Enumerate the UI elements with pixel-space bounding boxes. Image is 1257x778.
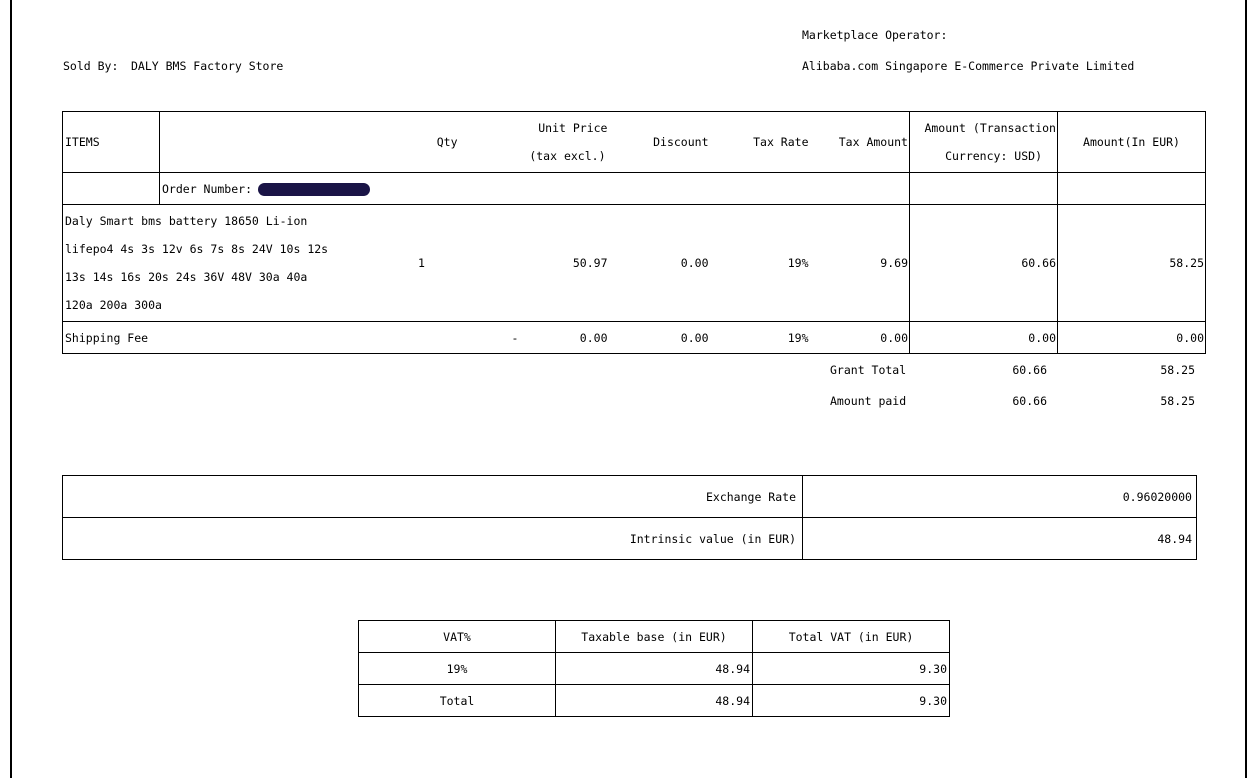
- sold-by-label: Sold By:: [63, 59, 119, 73]
- shipping-name: Shipping Fee: [65, 330, 149, 345]
- product-name-line: Daly Smart bms battery 18650 Li-ion: [65, 214, 308, 228]
- items-header-row: [63, 112, 1206, 173]
- vat-taxable-base: 48.94: [556, 653, 753, 685]
- shipping-unit-price: 0.00: [462, 322, 612, 354]
- product-tax-amount: 9.69: [811, 205, 910, 322]
- product-amount-tx: 60.66: [910, 205, 1058, 322]
- shipping-amount-tx: 0.00: [910, 322, 1058, 354]
- grant-total-eur: 58.25: [1160, 363, 1195, 377]
- product-name-line: lifepo4 4s 3s 12v 6s 7s 8s 24V 10s 12s: [65, 242, 329, 256]
- header-amount-eur: Amount(In EUR): [1058, 112, 1206, 173]
- shipping-tax-amount: 0.00: [811, 322, 910, 354]
- vat-header-row: [359, 621, 950, 653]
- exchange-rate-value: 0.96020000: [803, 476, 1197, 518]
- header-unit-price-line2: (tax excl.): [529, 149, 606, 163]
- order-number-cell: [160, 173, 910, 205]
- vat-header-taxable: Taxable base (in EUR): [556, 621, 753, 653]
- vat-total-taxable: 48.94: [556, 685, 753, 717]
- amount-paid-eur: 58.25: [1160, 394, 1195, 408]
- vat-header-rate: VAT%: [359, 621, 556, 653]
- intrinsic-value-label: Intrinsic value (in EUR): [63, 518, 803, 560]
- shipping-discount: 0.00: [612, 322, 713, 354]
- page-border-left: [10, 0, 12, 778]
- product-name-line: 13s 14s 16s 20s 24s 36V 48V 30a 40a: [65, 270, 308, 284]
- intrinsic-value: 48.94: [803, 518, 1197, 560]
- shipping-name-cell: [63, 322, 519, 354]
- exchange-rate-row: [63, 476, 1197, 518]
- grant-total-tx: 60.66: [1012, 363, 1047, 377]
- header-unit-price: [462, 112, 612, 173]
- grant-total-label: Grant Total: [830, 363, 907, 377]
- vat-row: [359, 653, 950, 685]
- product-qty: [417, 205, 612, 322]
- marketplace-operator-value: Alibaba.com Singapore E-Commerce Private Limited: [802, 59, 1135, 73]
- header-amount-transaction-line1: Amount (Transaction: [924, 121, 1056, 135]
- amount-paid-tx: 60.66: [1012, 394, 1047, 408]
- vat-rate: 19%: [359, 653, 556, 685]
- header-qty: Qty: [160, 112, 462, 173]
- order-number-empty-cell: [63, 173, 160, 205]
- product-name: [63, 205, 462, 322]
- header-items: ITEMS: [63, 112, 160, 173]
- vat-total: 9.30: [753, 653, 950, 685]
- product-tax-rate: 19%: [713, 205, 811, 322]
- order-number-label: Order Number:: [162, 181, 253, 196]
- page-border-right: [1245, 0, 1247, 778]
- header-tax-amount: Tax Amount: [811, 112, 910, 173]
- vat-total-label: Total: [359, 685, 556, 717]
- header-amount-transaction-line2: Currency: USD): [945, 149, 1042, 163]
- product-discount: 0.00: [612, 205, 713, 322]
- shipping-row: [63, 322, 1206, 354]
- vat-total-row: [359, 685, 950, 717]
- product-row: [63, 205, 1206, 322]
- order-number-row: [63, 173, 1206, 205]
- sold-by-value: DALY BMS Factory Store: [131, 59, 284, 73]
- vat-total-amount: 9.30: [753, 685, 950, 717]
- header-tax-rate: Tax Rate: [713, 112, 811, 173]
- order-number-amount-eur-cell: [1058, 173, 1206, 205]
- header-discount: Discount: [612, 112, 713, 173]
- header-amount-transaction: [910, 112, 1058, 173]
- product-qty-value: 1: [417, 256, 425, 270]
- header-unit-price-line1: Unit Price: [538, 121, 608, 135]
- product-amount-eur: 58.25: [1058, 205, 1206, 322]
- vat-header-total: Total VAT (in EUR): [753, 621, 950, 653]
- shipping-qty: -: [511, 330, 519, 345]
- order-number-amount-tx-cell: [910, 173, 1058, 205]
- redacted-order-number: [258, 183, 370, 196]
- marketplace-operator-label: Marketplace Operator:: [802, 28, 948, 42]
- amount-paid-label: Amount paid: [830, 394, 907, 408]
- items-table: [62, 111, 1206, 354]
- shipping-amount-eur: 0.00: [1058, 322, 1206, 354]
- product-unit-price: 50.97: [572, 256, 608, 270]
- exchange-rate-label: Exchange Rate: [63, 476, 803, 518]
- exchange-table: [62, 475, 1197, 560]
- vat-table: [358, 620, 950, 717]
- shipping-tax-rate: 19%: [713, 322, 811, 354]
- product-name-line: 120a 200a 300a: [65, 298, 162, 312]
- intrinsic-value-row: [63, 518, 1197, 560]
